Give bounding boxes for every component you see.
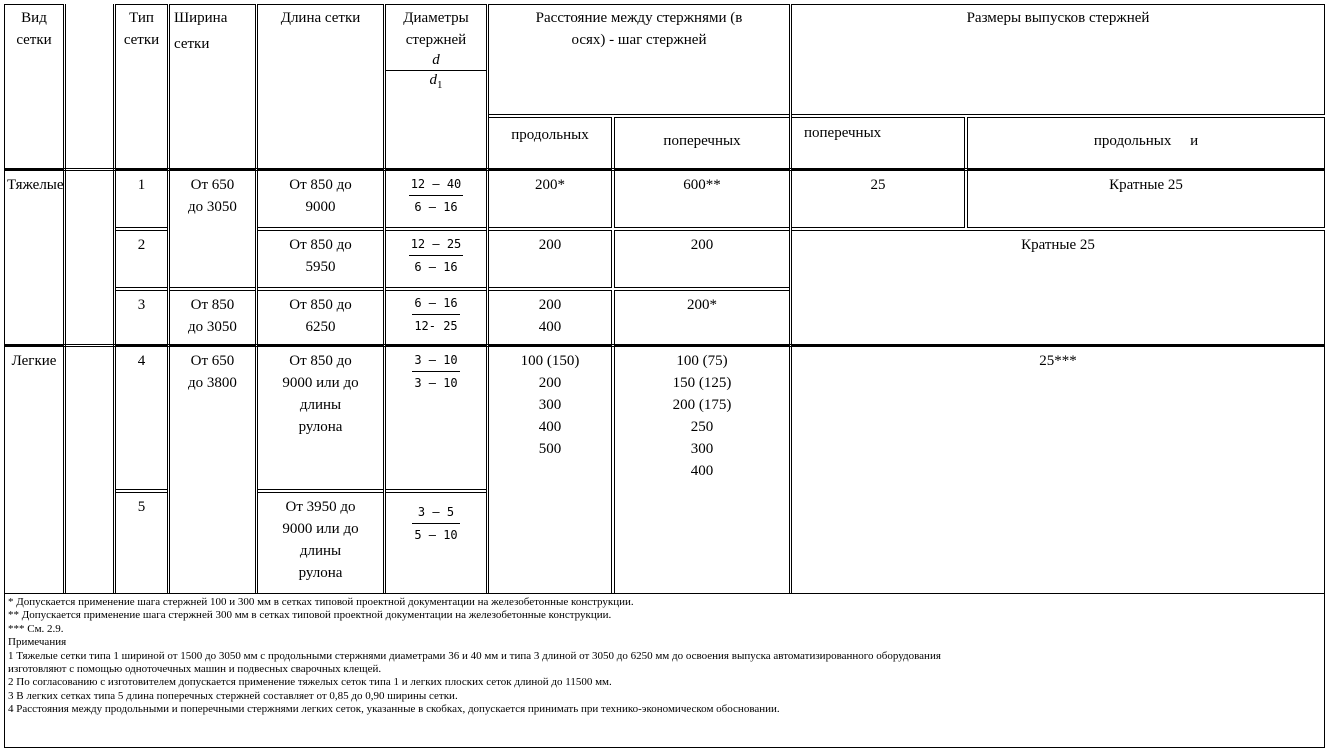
cell-text: 9000 или до [282,375,359,391]
row4-length [257,346,384,490]
row5-diameters [385,492,487,594]
diameter-fraction [409,237,464,275]
diameter-denominator: 6 – 16 [414,260,458,274]
footnote: ** Допускается применение шага стержней 300 мм в сетках типовой проектной документации на железобетонные конструкции. [8,609,612,622]
cell-text: От 850 до [289,353,352,369]
diameter-numerator: 12 – 40 [409,177,464,196]
row2-diameters [385,230,487,288]
cell-text: От 850 до [289,237,352,253]
footnote: * Допускается применение шага стержней 100 и 300 мм в сетках типовой проектной документации на железобетонные конструкции. [8,596,634,608]
row1-spacing-longitudinal: 200* [488,170,612,228]
table-notes [4,593,1325,748]
row3-length [257,290,384,346]
cell-text: 9000 или до [282,521,359,537]
row1-type: 1 [115,170,168,228]
diameter-denominator: 3 – 10 [414,376,458,390]
header-text: Тип [129,10,154,26]
cell-text: 200 (175) [672,397,732,413]
diameter-numerator: 6 – 16 [412,296,459,315]
cell-text: 200 [538,297,562,313]
header-outlets-transverse: поперечных [791,117,965,170]
cell-text: 250 [690,419,714,435]
row4-5-outlets: 25*** [791,346,1325,594]
rebar-mesh-table [4,4,1325,748]
header-text: Длина сетки [280,10,361,26]
row5-length [257,492,384,594]
header-text: сетки [123,32,160,48]
row1-length [257,170,384,228]
cell-text: 100 (150) [520,353,580,369]
cell-text: 150 (125) [672,375,732,391]
row2-3-outlets: Кратные 25 [791,230,1325,346]
header-spacing [488,4,790,115]
header-text: Диаметры [403,10,469,26]
row3-spacing-transverse: 200* [614,290,790,346]
cell-text: 500 [538,441,562,457]
denominator-symbol: d [429,72,437,88]
row4-type: 4 [115,346,168,490]
row1-outlets-longitudinal: Кратные 25 [967,170,1325,228]
row3-diameters [385,290,487,346]
cell-text: рулона [298,419,343,435]
diameter-fraction [412,296,459,334]
header-text: осях) - шаг стержней [571,32,707,48]
diameter-numerator: d [386,53,486,71]
light-kind-label: Легкие [4,346,64,594]
header-text: Расстояние между стержнями (в [535,10,743,26]
diameter-denominator [386,71,486,93]
header-text: Размеры выпусков стержней [966,10,1150,26]
row3-spacing-longitudinal [488,290,612,346]
diameter-denominator: 6 – 16 [414,200,458,214]
header-mesh-length [257,4,384,170]
row3-type: 3 [115,290,168,346]
row1-outlets-transverse: 25 [791,170,965,228]
header-mesh-kind [4,4,64,170]
header-text: сетки [174,36,210,52]
cell-text: до 3050 [188,199,237,215]
row5-type: 5 [115,492,168,594]
cell-text: 400 [538,319,562,335]
diameter-fraction [386,53,486,93]
cell-text: От 850 [190,297,235,313]
note-item: 1 Тяжелые сетки типа 1 шириной от 1500 до 3050 мм с продольными стержнями диаметрами 36 и 40 мм и типа 3 длиной от 3050 до 6250 мм до освоения выпуска автоматизированного оборудования [8,649,941,662]
cell-text: до 3800 [188,375,237,391]
denominator-subscript: 1 [437,79,443,91]
diameter-denominator: 12- 25 [414,319,458,333]
cell-text: рулона [298,565,343,581]
row1-spacing-transverse: 600** [614,170,790,228]
cell-text: 100 (75) [676,353,728,369]
diameter-fraction [409,177,464,215]
cell-text: От 650 [190,353,235,369]
row1-diameters [385,170,487,228]
diameter-numerator: 3 – 10 [412,353,459,372]
diameter-numerator: 12 – 25 [409,237,464,256]
header-outlets-longitudinal: продольных и [967,117,1325,170]
header-mesh-width [169,4,256,170]
cell-text: 400 [538,419,562,435]
diameter-fraction [412,353,459,391]
cell-text: От 3950 до [285,499,356,515]
footnote: *** См. 2.9. [8,622,64,635]
cell-text: длины [299,543,342,559]
header-mesh-type [115,4,168,170]
row3-width [169,290,256,346]
cell-text: От 850 до [289,177,352,193]
header-spacing-longitudinal: продольных [488,117,612,170]
diameter-numerator: 3 – 5 [412,505,459,524]
header-text: сетки [16,32,52,48]
row2-type: 2 [115,230,168,288]
header-text: Ширина [174,10,228,26]
header-text: Вид [21,10,47,26]
header-rod-diameters [385,4,487,170]
cell-text: 6250 [305,319,336,335]
row2-spacing-longitudinal: 200 [488,230,612,288]
header-outlets [791,4,1325,115]
header-text: стержней [405,32,467,48]
cell-text: 300 [538,397,562,413]
row4-5-spacing-transverse [614,346,790,594]
cell-text: От 850 до [289,297,352,313]
cell-text: 9000 [305,199,336,215]
note-item: 2 По согласованию с изготовителем допускается применение тяжелых сеток типа 1 и легких плоских сеток длиной до 11500 мм. [8,676,612,689]
cell-text: От 650 [190,177,235,193]
diameter-fraction [412,505,459,543]
row4-5-spacing-longitudinal [488,346,612,594]
diameter-denominator: 5 – 10 [414,528,458,542]
heavy-kind-label: Тяжелые [4,170,64,346]
row2-spacing-transverse: 200 [614,230,790,288]
note-item: 4 Расстояния между продольными и поперечными стержнями легких сеток, указанные в скобках, допускается принимать при технико-экономическом обосновании. [8,703,780,716]
note-item: изготовляют с помощью одноточечных машин и подвесных сварочных клещей. [8,663,382,676]
note-item: 3 В легких сетках типа 5 длина поперечных стержней составляет от 0,85 до 0,90 ширины сетки. [8,689,458,702]
header-spacing-transverse: поперечных [614,117,790,170]
row4-5-width [169,346,256,594]
cell-text: длины [299,397,342,413]
row1-width [169,170,256,288]
cell-text: до 3050 [188,319,237,335]
cell-text: 5950 [305,259,336,275]
notes-heading: Примечания [8,636,67,649]
cell-text: 400 [690,463,714,479]
cell-text: 200 [538,375,562,391]
row2-length [257,230,384,288]
row4-diameters [385,346,487,490]
cell-text: 300 [690,441,714,457]
